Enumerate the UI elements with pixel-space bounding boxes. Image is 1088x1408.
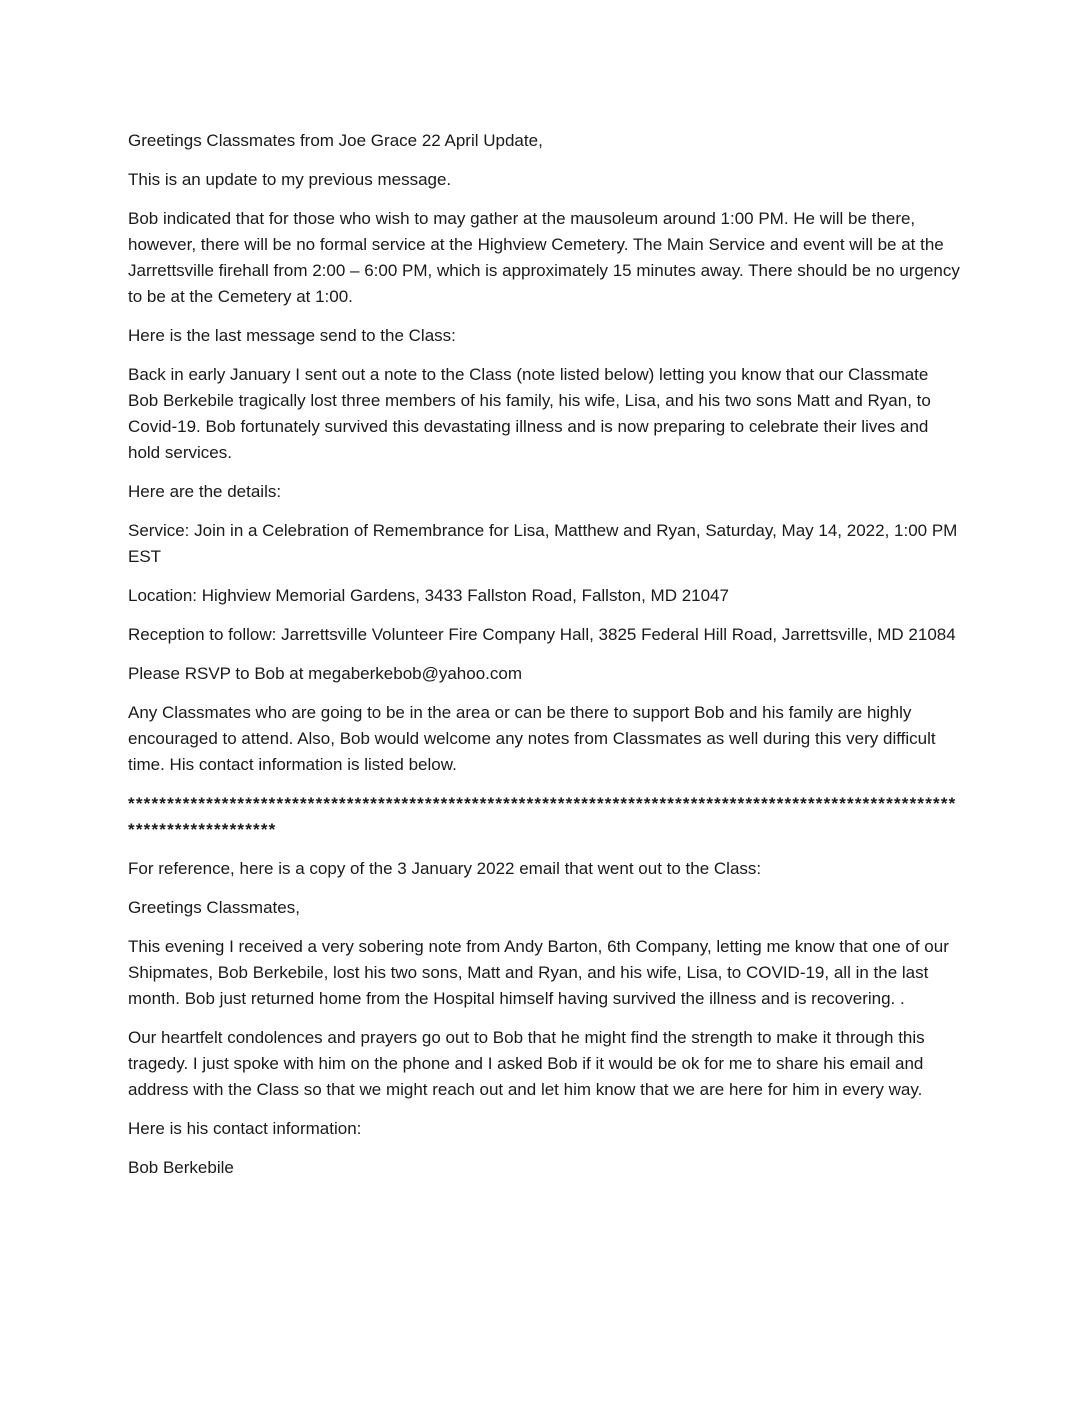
last-message-intro: Here is the last message send to the Class: <box>128 326 456 345</box>
reception-details: Reception to follow: Jarrettsville Volunteer Fire Company Hall, 3825 Federal Hill Road, Jarrettsville, MD 21084 <box>128 625 956 644</box>
background-paragraph: Back in early January I sent out a note to the Class (note listed below) letting you know that our Classmate Bob Berkebile tragically lost three members of his family, his wife, Lisa, and his two sons Matt and Ryan, to Covid-19. Bob fortunately survived this devastating illness and is now preparing to celebrate their lives and hold services. <box>128 365 931 462</box>
greeting: Greetings Classmates from Joe Grace 22 April Update, <box>128 131 543 150</box>
service-details: Service: Join in a Celebration of Remembrance for Lisa, Matthew and Ryan, Saturday, May 14, 2022, 1:00 PM EST <box>128 521 958 566</box>
original-news-paragraph: This evening I received a very sobering note from Andy Barton, 6th Company, letting me know that one of our Shipmates, Bob Berkebile, lost his two sons, Matt and Ryan, and his wife, Lisa, to COVID-19, all in the last month. Bob just returned home from the Hospital himself having survived the illness and is recovering. . <box>128 937 949 1008</box>
encouragement-paragraph: Any Classmates who are going to be in the area or can be there to support Bob and his family are highly encouraged to attend. Also, Bob would welcome any notes from Classmates as well during this very difficult time. His contact information is listed below. <box>128 703 936 774</box>
reference-intro: For reference, here is a copy of the 3 January 2022 email that went out to the Class: <box>128 859 762 878</box>
original-greeting: Greetings Classmates, <box>128 898 300 917</box>
location-details: Location: Highview Memorial Gardens, 3433 Fallston Road, Fallston, MD 21047 <box>128 586 729 605</box>
contact-intro: Here is his contact information: <box>128 1119 362 1138</box>
letter-body <box>128 128 962 1194</box>
details-intro: Here are the details: <box>128 482 282 501</box>
condolences-paragraph: Our heartfelt condolences and prayers go out to Bob that he might find the strength to make it through this tragedy. I just spoke with him on the phone and I asked Bob if it would be ok for me to share his email and address with the Class so that we might reach out and let him know that we are here for him in every way. <box>128 1028 925 1099</box>
intro-paragraph: This is an update to my previous message. <box>128 170 452 189</box>
asterisk-separator: ***************************************************************************************************************************** <box>128 794 957 839</box>
rsvp-line: Please RSVP to Bob at megaberkebob@yahoo.com <box>128 664 523 683</box>
update-paragraph: Bob indicated that for those who wish to may gather at the mausoleum around 1:00 PM. He will be there, however, there will be no formal service at the Highview Cemetery. The Main Service and event will be at the Jarrettsville firehall from 2:00 – 6:00 PM, which is approximately 15 minutes away. There should be no urgency to be at the Cemetery at 1:00. <box>128 209 960 306</box>
contact-name: Bob Berkebile <box>128 1158 234 1177</box>
